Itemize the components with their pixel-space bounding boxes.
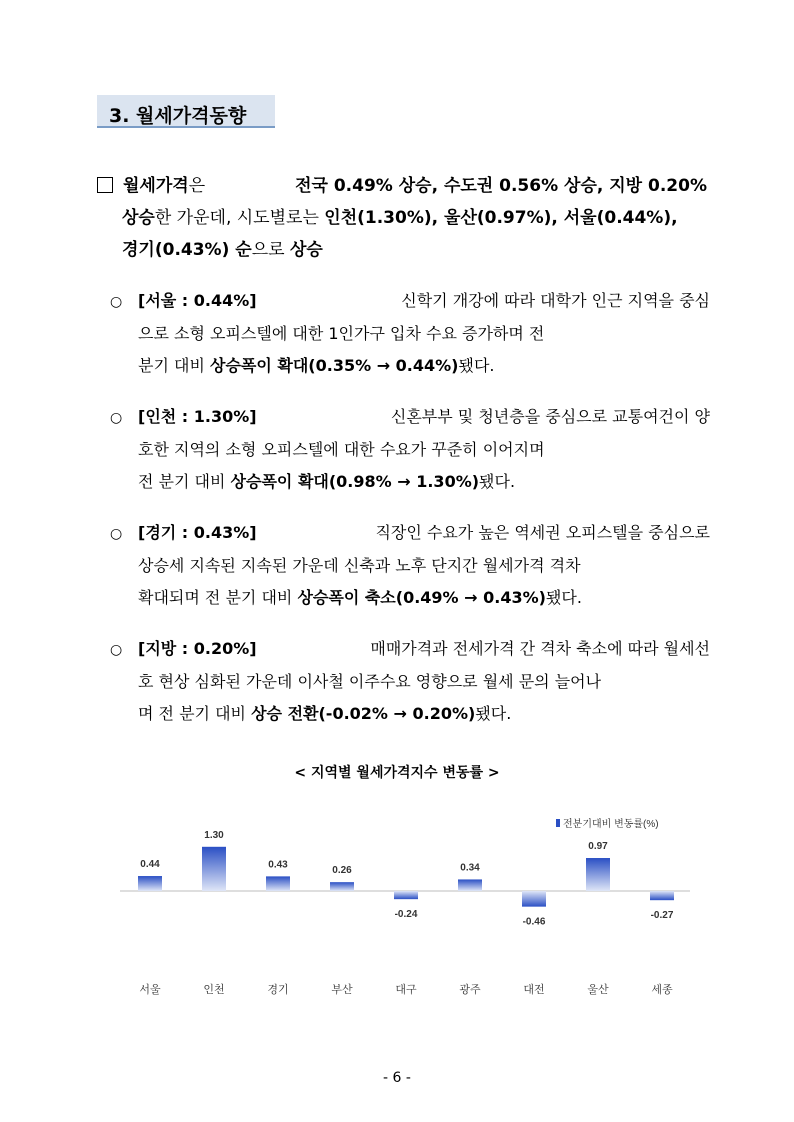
data-label: 1.30	[204, 829, 224, 841]
summary-national: 전국 0.49% 상승, 수도권 0.56% 상승, 지방 0.20%	[295, 176, 707, 196]
bar-경기	[266, 876, 290, 891]
category-label: 부산	[331, 984, 353, 996]
section-title-box	[97, 95, 275, 128]
checkbox-icon	[97, 177, 113, 193]
bar-울산	[586, 858, 610, 891]
bullet-text: 매매가격과 전세가격 간 격차 축소에 따라 월세선	[370, 639, 710, 658]
legend-swatch	[556, 819, 560, 827]
bullet-text: 됐다.	[479, 472, 516, 491]
bar-광주	[458, 879, 482, 891]
bar-서울	[138, 876, 162, 891]
bullet-emphasis: 상승폭이 확대(0.35% → 0.44%)	[210, 356, 459, 375]
bullet-text: 됐다.	[458, 356, 495, 375]
bullet-incheon	[110, 401, 710, 498]
summary-line-2	[97, 202, 707, 234]
bullet-head: [지방 : 0.20%]	[138, 639, 257, 658]
summary-text: 으로	[251, 240, 290, 260]
circle-bullet-icon: ○	[110, 294, 123, 310]
bullet-emphasis: 상승 전환(-0.02% → 0.20%)	[251, 704, 476, 723]
data-label: 0.34	[460, 862, 480, 874]
circle-bullet-icon: ○	[110, 642, 123, 658]
bullet-text: 전 분기 대비	[138, 472, 231, 491]
bullet-head: [경기 : 0.43%]	[138, 523, 257, 542]
bar-chart	[120, 800, 700, 1010]
bullet-text: 분기 대비	[138, 356, 210, 375]
bullet-text: 호 현상 심화된 가운데 이사철 이주수요 영향으로 월세 문의 늘어나	[138, 672, 602, 691]
category-label: 인천	[203, 984, 225, 996]
summary-text: 한 가운데, 시도별로는	[154, 208, 325, 228]
legend-label: 전분기대비 변동률(%)	[563, 819, 659, 830]
bullet-text: 직장인 수요가 높은 역세권 오피스텔을 중심으로	[375, 523, 710, 542]
bullet-emphasis: 상승폭이 확대(0.98% → 1.30%)	[230, 472, 480, 491]
bullet-emphasis: 상승폭이 축소(0.49% → 0.43%)	[297, 588, 546, 607]
summary-regions-end: 경기(0.43%) 순	[122, 240, 252, 260]
bar-인천	[202, 847, 226, 891]
bullet-head: [인천 : 1.30%]	[138, 407, 257, 426]
bullet-text: 신학기 개강에 따라 대학가 인근 지역을 중심	[401, 291, 710, 310]
summary-line-1	[97, 170, 707, 202]
bar-대전	[522, 891, 546, 907]
bullet-regional	[110, 633, 710, 730]
category-label: 대구	[395, 984, 417, 996]
summary-rise: 상승	[122, 208, 155, 228]
bar-세종	[650, 891, 674, 900]
category-label: 세종	[651, 984, 673, 996]
bar-부산	[330, 882, 354, 891]
circle-bullet-icon: ○	[110, 526, 123, 542]
bullet-text: 호한 지역의 소형 오피스텔에 대한 수요가 꾸준히 이어지며	[138, 440, 545, 459]
category-label: 경기	[267, 984, 289, 996]
data-label: -0.46	[522, 916, 546, 928]
summary-paragraph	[97, 170, 707, 266]
chart-title: < 지역별 월세가격지수 변동률 >	[294, 765, 500, 781]
bar-대구	[394, 891, 418, 899]
bullet-text: 신혼부부 및 청년층을 중심으로 교통여건이 양	[390, 407, 710, 426]
data-label: 0.43	[268, 859, 288, 871]
summary-text: 은	[188, 176, 206, 196]
bullet-seoul	[110, 285, 710, 382]
circle-bullet-icon: ○	[110, 410, 123, 426]
section-title: 3. 월세가격동향	[109, 105, 247, 127]
summary-line-3	[97, 234, 707, 266]
category-label: 광주	[459, 984, 481, 996]
category-label: 대전	[523, 984, 545, 996]
category-label: 서울	[139, 984, 161, 996]
bullet-text: 됐다.	[475, 704, 512, 723]
bullet-head: [서울 : 0.44%]	[138, 291, 257, 310]
data-label: 0.44	[140, 859, 160, 871]
category-label: 울산	[587, 984, 609, 996]
bullet-text: 됐다.	[545, 588, 582, 607]
summary-regions: 인천(1.30%), 울산(0.97%), 서울(0.44%),	[324, 208, 678, 228]
summary-subject: 월세가격	[123, 176, 189, 196]
bullet-gyeonggi	[110, 517, 710, 614]
page-number: - 6 -	[383, 1070, 411, 1086]
bullet-text: 으로 소형 오피스텔에 대한 1인가구 입차 수요 증가하며 전	[138, 324, 545, 343]
bullet-text: 며 전 분기 대비	[138, 704, 252, 723]
data-label: 0.26	[332, 865, 352, 877]
data-label: -0.24	[394, 909, 418, 921]
bullet-text: 상승세 지속된 지속된 가운데 신축과 노후 단지간 월세가격 격차	[138, 556, 581, 575]
bullet-text: 확대되며 전 분기 대비	[138, 588, 298, 607]
data-label: 0.97	[588, 841, 608, 853]
summary-rise-end: 상승	[289, 240, 323, 260]
data-label: -0.27	[650, 910, 674, 922]
